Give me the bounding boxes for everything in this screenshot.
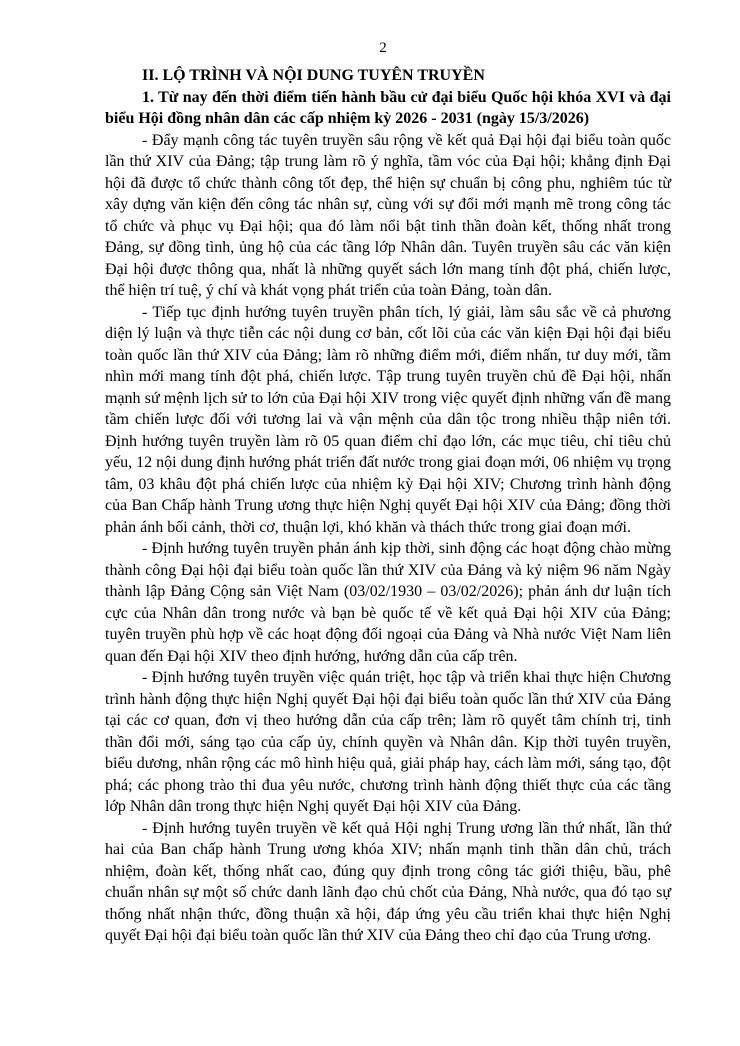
page-number: 2 <box>379 40 387 56</box>
paragraph: - Định hướng tuyên truyền việc quán triệt, học tập và triển khai thực hiện Chương trình hành động thực hiện Nghị quyết Đại hội đại biểu toàn quốc lần thứ XIV của Đảng tại các cơ quan, đơn vị theo hướng dẫn của cấp trên; làm rõ quyết tâm chính trị, tinh thần đổi mới, sáng tạo của cấp ủy, chính quyền và Nhân dân. Kịp thời tuyên truyền, biểu dương, nhân rộng các mô hình hiệu quả, giải pháp hay, cách làm mới, sáng tạo, đột phá; các phong trào thi đua yêu nước, chương trình hành động thiết thực của các tầng lớp Nhân dân trong thực hiện Nghị quyết Đại hội XIV của Đảng. <box>105 669 671 815</box>
subsection-heading: 1. Từ nay đến thời điểm tiến hành bầu cử đại biểu Quốc hội khóa XVI và đại biểu Hội đồng nhân dân các cấp nhiệm kỳ 2026 - 2031 (ngày 15/3/2026) <box>105 88 671 127</box>
paragraph: - Định hướng tuyên truyền về kết quả Hội nghị Trung ương lần thứ nhất, lần thứ hai của Ban chấp hành Trung ương khóa XIV; nhấn mạnh tinh thần dân chủ, trách nhiệm, đoàn kết, thống nhất cao, đúng quy định trong công tác giới thiệu, bầu, phê chuẩn nhân sự một số chức danh lãnh đạo chủ chốt của Đảng, Nhà nước, qua đó tạo sự thống nhất nhận thức, đồng thuận xã hội, đáp ứng yêu cầu triển khai thực hiện Nghị quyết Đại hội đại biểu toàn quốc lần thứ XIV của Đảng theo chỉ đạo của Trung ương. <box>105 819 671 944</box>
paragraph: - Định hướng tuyên truyền phản ánh kịp thời, sinh động các hoạt động chào mừng thành công Đại hội đại biểu toàn quốc lần thứ XIV của Đảng và kỷ niệm 96 năm Ngày thành lập Đảng Cộng sản Việt Nam (03/02/1930 – 03/02/2026); phản ánh dư luận tích cực của Nhân dân trong nước và bạn bè quốc tế về kết quả Đại hội XIV của Đảng; tuyên truyền phù hợp về các hoạt động đối ngoại của Đảng và Nhà nước Việt Nam liên quan đến Đại hội XIV theo định hướng, hướng dẫn của cấp trên. <box>105 540 671 665</box>
section-heading: II. LỘ TRÌNH VÀ NỘI DUNG TUYÊN TRUYỀN <box>142 67 485 84</box>
document-page <box>105 38 671 947</box>
paragraph: - Đẩy mạnh công tác tuyên truyền sâu rộng về kết quả Đại hội đại biểu toàn quốc lần thứ XIV của Đảng; tập trung làm rõ ý nghĩa, tầm vóc của Đại hội; khẳng định Đại hội đã được tổ chức thành công tốt đẹp, thể hiện sự chuẩn bị công phu, nghiêm túc từ xây dựng văn kiện đến công tác nhân sự, cùng với sự đổi mới mạnh mẽ trong công tác tổ chức và phục vụ Đại hội; qua đó làm nổi bật tinh thần đoàn kết, thống nhất trong Đảng, sự đồng tình, ủng hộ của các tầng lớp Nhân dân. Tuyên truyền sâu các văn kiện Đại hội được thông qua, nhất là những quyết sách lớn mang tính đột phá, chiến lược, thể hiện trí tuệ, ý chí và khát vọng phát triển của toàn Đảng, toàn dân. <box>105 131 671 299</box>
paragraph: - Tiếp tục định hướng tuyên truyền phân tích, lý giải, làm sâu sắc về cả phương diện lý luận và thực tiễn các nội dung cơ bản, cốt lõi của các văn kiện Đại hội đại biểu toàn quốc lần thứ XIV của Đảng; làm rõ những điểm mới, điểm nhấn, tư duy mới, tầm nhìn mới mang tính đột phá, chiến lược. Tập trung tuyên truyền chủ đề Đại hội, nhấn mạnh sứ mệnh lịch sử to lớn của Đại hội XIV trong việc quyết định những vấn đề mang tầm chiến lược đối với tương lai và vận mệnh của dân tộc trong nhiều thập niên tới. Định hướng tuyên truyền làm rõ 05 quan điểm chỉ đạo lớn, các mục tiêu, chỉ tiêu chủ yếu, 12 nội dung định hướng phát triển đất nước trong giai đoạn mới, 06 nhiệm vụ trọng tâm, 03 khâu đột phá chiến lược của nhiệm kỳ Đại hội XIV; Chương trình hành động của Ban Chấp hành Trung ương thực hiện Nghị quyết Đại hội XIV của Đảng; đồng thời phản ánh bối cảnh, thời cơ, thuận lợi, khó khăn và thách thức trong giai đoạn mới. <box>105 303 671 536</box>
